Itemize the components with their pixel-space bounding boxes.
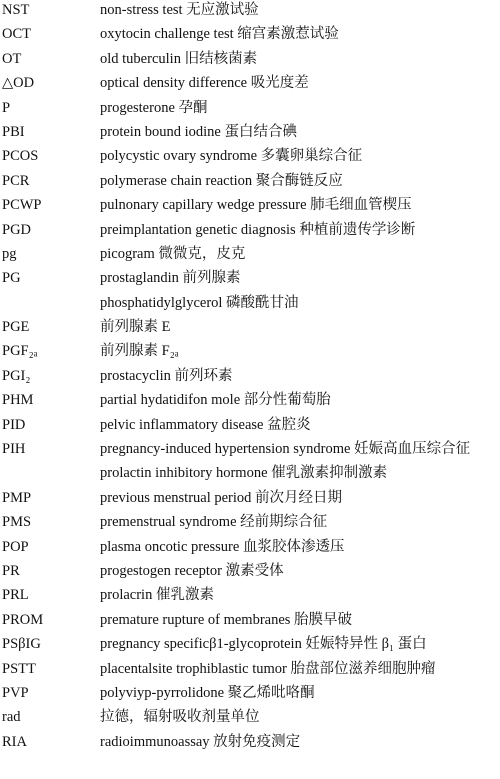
entry-abbreviation: P xyxy=(2,99,11,116)
entry-abbreviation: RIA xyxy=(2,733,27,750)
entry-abbreviation: △OD xyxy=(2,75,35,92)
entry-definition: 前列腺素 E xyxy=(100,319,171,336)
entry-definition: premature rupture of membranes 胎膜早破 xyxy=(100,611,353,628)
glossary-entry xyxy=(0,96,500,120)
entry-definition: previous menstrual period 前次月经日期 xyxy=(100,489,343,506)
entry-abbreviation: PGD xyxy=(2,221,32,238)
glossary-entry xyxy=(0,120,500,144)
glossary-entry xyxy=(0,144,500,168)
glossary-entry xyxy=(0,681,500,705)
glossary-entry xyxy=(0,608,500,632)
entry-abbreviation: PSβIG xyxy=(2,636,41,653)
glossary-entry xyxy=(0,0,500,22)
entry-abbreviation: PMP xyxy=(2,489,32,506)
entry-definition: pregnancy specificβ1-glycoprotein 妊娠特异性 β₁ 蛋白 xyxy=(100,636,427,653)
glossary-entry xyxy=(0,339,500,363)
entry-abbreviation: PID xyxy=(2,416,26,433)
glossary-entry xyxy=(0,535,500,559)
entry-abbreviation: PGE xyxy=(2,319,30,336)
glossary-entry xyxy=(0,413,500,437)
entry-definition: prolacrin 催乳激素 xyxy=(100,587,214,604)
entry-definition: polycystic ovary syndrome 多囊卵巢综合征 xyxy=(100,148,363,165)
entry-abbreviation: PCOS xyxy=(2,148,39,165)
entry-definition: protein bound iodine 蛋白结合碘 xyxy=(100,123,297,140)
entry-definition: pregnancy-induced hypertension syndrome 妊娠高血压综合征 xyxy=(100,441,471,458)
entry-abbreviation: PG xyxy=(2,270,21,287)
glossary-entry xyxy=(0,437,500,461)
glossary-entry xyxy=(0,22,500,46)
entry-definition: prostaglandin 前列腺素 xyxy=(100,270,241,287)
entry-definition: 前列腺素 F₂ₐ xyxy=(100,343,179,360)
glossary-entry xyxy=(0,388,500,412)
entry-definition: radioimmunoassay 放射免疫测定 xyxy=(100,733,301,750)
entry-definition: progesterone 孕酮 xyxy=(100,99,208,116)
entry-abbreviation: PGI₂ xyxy=(2,367,31,384)
entry-abbreviation: PMS xyxy=(2,514,32,531)
glossary-entry xyxy=(0,705,500,729)
entry-definition: premenstrual syndrome 经前期综合征 xyxy=(100,514,328,531)
entry-definition: non-stress test 无应激试验 xyxy=(100,2,259,18)
entry-abbreviation: PROM xyxy=(2,611,44,628)
glossary-entry xyxy=(0,193,500,217)
entry-definition: picogram 微微克，皮克 xyxy=(100,245,246,262)
entry-abbreviation: PBI xyxy=(2,123,25,140)
entry-abbreviation: OCT xyxy=(2,26,31,43)
entry-abbreviation: PSTT xyxy=(2,660,36,677)
entry-definition: phosphatidylglycerol 磷酸酰甘油 xyxy=(100,294,299,311)
entry-definition: polymerase chain reaction 聚合酶链反应 xyxy=(100,172,343,189)
glossary-entry xyxy=(0,461,500,485)
glossary-entry xyxy=(0,315,500,339)
glossary-entry xyxy=(0,291,500,315)
glossary-entry xyxy=(0,583,500,607)
entry-definition: oxytocin challenge test 缩宫素激惹试验 xyxy=(100,26,339,43)
entry-definition: partial hydatidifon mole 部分性葡萄胎 xyxy=(100,392,331,409)
glossary-entry xyxy=(0,47,500,71)
entry-definition: plasma oncotic pressure 血浆胶体渗透压 xyxy=(100,538,345,555)
entry-abbreviation: PGF₂ₐ xyxy=(2,343,38,360)
entry-definition: progestogen receptor 激素受体 xyxy=(100,562,284,579)
entry-definition: pulnonary capillary wedge pressure 肺毛细血管楔压 xyxy=(100,197,412,214)
glossary-entry xyxy=(0,364,500,388)
entry-definition: prolactin inhibitory hormone 催乳激素抑制激素 xyxy=(100,465,388,482)
entry-abbreviation: PIH xyxy=(2,441,26,458)
glossary-entry xyxy=(0,266,500,290)
glossary-entry xyxy=(0,486,500,510)
entry-definition: pelvic inflammatory disease 盆腔炎 xyxy=(100,416,311,433)
glossary-entry xyxy=(0,71,500,95)
entry-abbreviation: PCWP xyxy=(2,197,42,214)
entry-abbreviation: OT xyxy=(2,50,22,67)
entry-definition: preimplantation genetic diagnosis 种植前遗传学诊断 xyxy=(100,221,416,238)
entry-abbreviation: PCR xyxy=(2,172,30,189)
glossary-entry xyxy=(0,242,500,266)
glossary-entry xyxy=(0,559,500,583)
entry-definition: polyviyp-pyrrolidone 聚乙烯吡咯酮 xyxy=(100,684,315,701)
entry-definition: old tuberculin 旧结核菌素 xyxy=(100,50,258,67)
entry-definition: placentalsite trophiblastic tumor 胎盘部位滋养细胞肿瘤 xyxy=(100,660,436,677)
entry-abbreviation: NST xyxy=(2,2,30,18)
entry-abbreviation: pg xyxy=(2,245,17,262)
entry-abbreviation: rad xyxy=(2,709,21,726)
glossary-entry xyxy=(0,510,500,534)
glossary-entry xyxy=(0,657,500,681)
entry-abbreviation: PVP xyxy=(2,684,29,701)
glossary-entry xyxy=(0,218,500,242)
entry-definition: prostacyclin 前列环素 xyxy=(100,367,233,384)
entry-abbreviation: PHM xyxy=(2,392,34,409)
glossary-entry xyxy=(0,169,500,193)
entry-abbreviation: PRL xyxy=(2,587,29,604)
entry-definition: 拉德，辐射吸收剂量单位 xyxy=(100,709,260,726)
entry-definition: optical density difference 吸光度差 xyxy=(100,75,309,92)
glossary-entry xyxy=(0,632,500,656)
glossary-entry xyxy=(0,730,500,754)
entry-abbreviation: POP xyxy=(2,538,29,555)
entry-abbreviation: PR xyxy=(2,562,20,579)
